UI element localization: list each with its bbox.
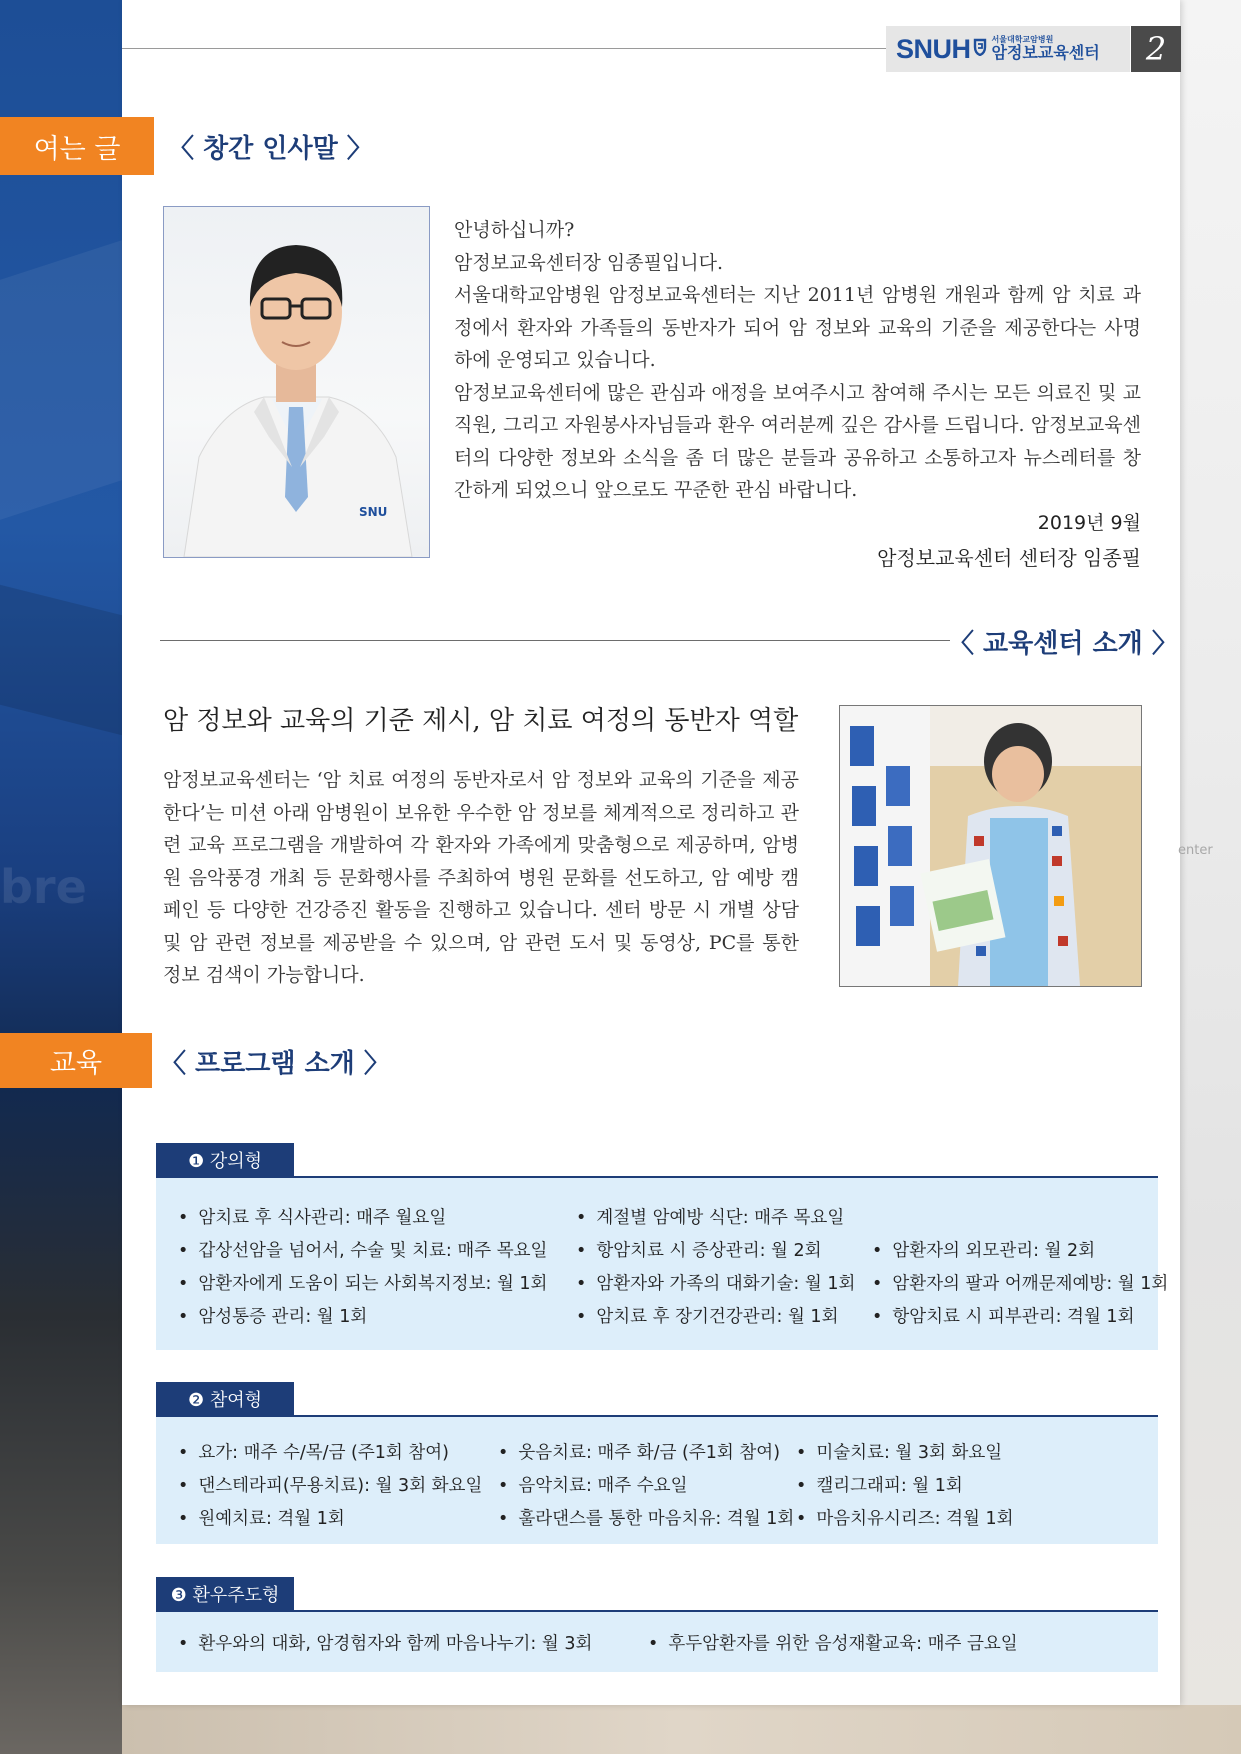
snuh-center-name: 암정보교육센터 <box>991 42 1100 62</box>
program-item: • 암환자의 팔과 어깨문제예방: 월 1회 <box>872 1270 1168 1295</box>
greeting-paragraph: 안녕하십니까? <box>454 219 575 241</box>
program-item: • 갑상선암을 넘어서, 수술 및 치료: 매주 목요일 <box>178 1237 547 1262</box>
snuh-emblem-icon <box>973 38 987 56</box>
section-rule <box>160 640 950 641</box>
background-left-photo <box>0 0 122 1754</box>
program-item: • 암치료 후 식사관리: 매주 월요일 <box>178 1204 446 1229</box>
center-intro-body: 암정보교육센터는 ‘암 치료 여정의 동반자로서 암 정보와 교육의 기준을 제공한다’는 미션 아래 암병원이 보유한 우수한 암 정보를 체계적으로 정리하고 관련 교육 프로그램을 개발하여 각 환자와 가족에게 맞춤형으로 제공하며, 암병원 음악풍경 개최 등 문화행사를 주최하여 병원 문화를 선도하고, 암 예방 캠페인 등 다양한 건강증진 활동을 진행하고 있습니다. 센터 방문 시 개별 상담 및 암 관련 정보를 제공받을 수 있으며, 암 관련 도서 및 동영상, PC를 통한 정보 검색이 가능합니다. <box>163 769 799 986</box>
program-group-label: ❷ 참여형 <box>156 1382 294 1416</box>
programs-title: 〈 프로그램 소개 〉 <box>160 1049 390 1079</box>
program-item: • 항암치료 시 피부관리: 격월 1회 <box>872 1303 1134 1328</box>
greeting-paragraph: 암정보교육센터장 임종필입니다. <box>454 251 724 274</box>
director-portrait <box>163 206 430 558</box>
greeting-date: 2019년 9월 <box>1037 512 1141 534</box>
greeting-signature: 암정보교육센터 센터장 임종필 <box>877 546 1141 570</box>
program-item: • 항암치료 시 증상관리: 월 2회 <box>576 1237 822 1262</box>
coat-badge: SNU <box>359 505 388 519</box>
program-item: • 웃음치료: 매주 화/금 (주1회 참여) <box>498 1439 780 1464</box>
greeting-body <box>454 214 1141 507</box>
center-visitor-photo <box>839 705 1142 987</box>
program-item: • 환우와의 대화, 암경험자와 함께 마음나누기: 월 3회 <box>178 1630 592 1655</box>
program-item: • 암성통증 관리: 월 1회 <box>178 1303 367 1328</box>
snuh-logo-box <box>886 26 1130 72</box>
program-item: • 캘리그래피: 월 1회 <box>796 1472 963 1497</box>
greeting-paragraph: 암정보교육센터에 많은 관심과 애정을 보여주시고 참여해 주시는 모든 의료진 및 교직원, 그리고 자원봉사자님들과 환우 여러분께 깊은 감사를 드립니다. 암정보교육센터의 다양한 정보와 소식을 좀 더 많은 분들과 공유하고 소통하고자 뉴스레터를 창간하게 되었으니 앞으로도 꾸준한 관심 바랍니다. <box>454 381 1141 501</box>
program-item: • 훌라댄스를 통한 마음치유: 격월 1회 <box>498 1505 794 1530</box>
section-tab-education: 교육 <box>0 1033 152 1088</box>
background-logo-text: bre <box>0 860 87 914</box>
background-stripe <box>0 585 122 735</box>
center-intro-title: 〈 교육센터 소개 〉 <box>948 629 1178 659</box>
program-item: • 음악치료: 매주 수요일 <box>498 1472 688 1497</box>
snuh-title <box>992 36 1100 61</box>
program-group-box <box>156 1612 1158 1672</box>
program-item: • 암환자에게 도움이 되는 사회복지정보: 월 1회 <box>178 1270 547 1295</box>
background-right-photo <box>1180 0 1241 1754</box>
program-item: • 후두암환자를 위한 음성재활교육: 매주 금요일 <box>648 1630 1018 1655</box>
program-item: • 댄스테라피(무용치료): 월 3회 화요일 <box>178 1472 482 1497</box>
greeting-paragraph: 서울대학교암병원 암정보교육센터는 지난 2011년 암병원 개원과 함께 암 치료 과정에서 환자와 가족들의 동반자가 되어 암 정보와 교육의 기준을 제공한다는 사명 하에 운영되고 있습니다. <box>454 284 1141 371</box>
greeting-title: 〈 창간 인사말 〉 <box>168 134 373 164</box>
program-item: • 암치료 후 장기건강관리: 월 1회 <box>576 1303 838 1328</box>
program-group-box <box>156 1178 1169 1350</box>
program-item: • 미술치료: 월 3회 화요일 <box>796 1439 1002 1464</box>
program-item: • 마음치유시리즈: 격월 1회 <box>796 1505 1014 1530</box>
program-item: • 암환자의 외모관리: 월 2회 <box>872 1237 1095 1262</box>
background-stripe <box>0 240 122 520</box>
program-group-label: ❸ 환우주도형 <box>156 1577 294 1611</box>
background-floor <box>122 1705 1241 1754</box>
snuh-logo: SNUH <box>896 33 971 64</box>
snuh-subtitle: 서울대학교암병원 <box>991 35 1054 45</box>
program-group-box <box>156 1417 1158 1544</box>
background-sign-text: enter <box>1178 843 1213 858</box>
center-intro-heading: 암 정보와 교육의 기준 제시, 암 치료 여정의 동반자 역할 <box>163 706 799 736</box>
program-item: • 계절별 암예방 식단: 매주 목요일 <box>576 1204 844 1229</box>
program-group-label: ❶ 강의형 <box>156 1143 294 1177</box>
program-item: • 암환자와 가족의 대화기술: 월 1회 <box>576 1270 855 1295</box>
section-tab-opening: 여는 글 <box>0 117 154 175</box>
program-item: • 원예치료: 격월 1회 <box>178 1505 345 1530</box>
program-item: • 요가: 매주 수/목/금 (주1회 참여) <box>178 1439 449 1464</box>
header-rule <box>122 48 886 49</box>
page-number: 2 <box>1131 26 1181 72</box>
